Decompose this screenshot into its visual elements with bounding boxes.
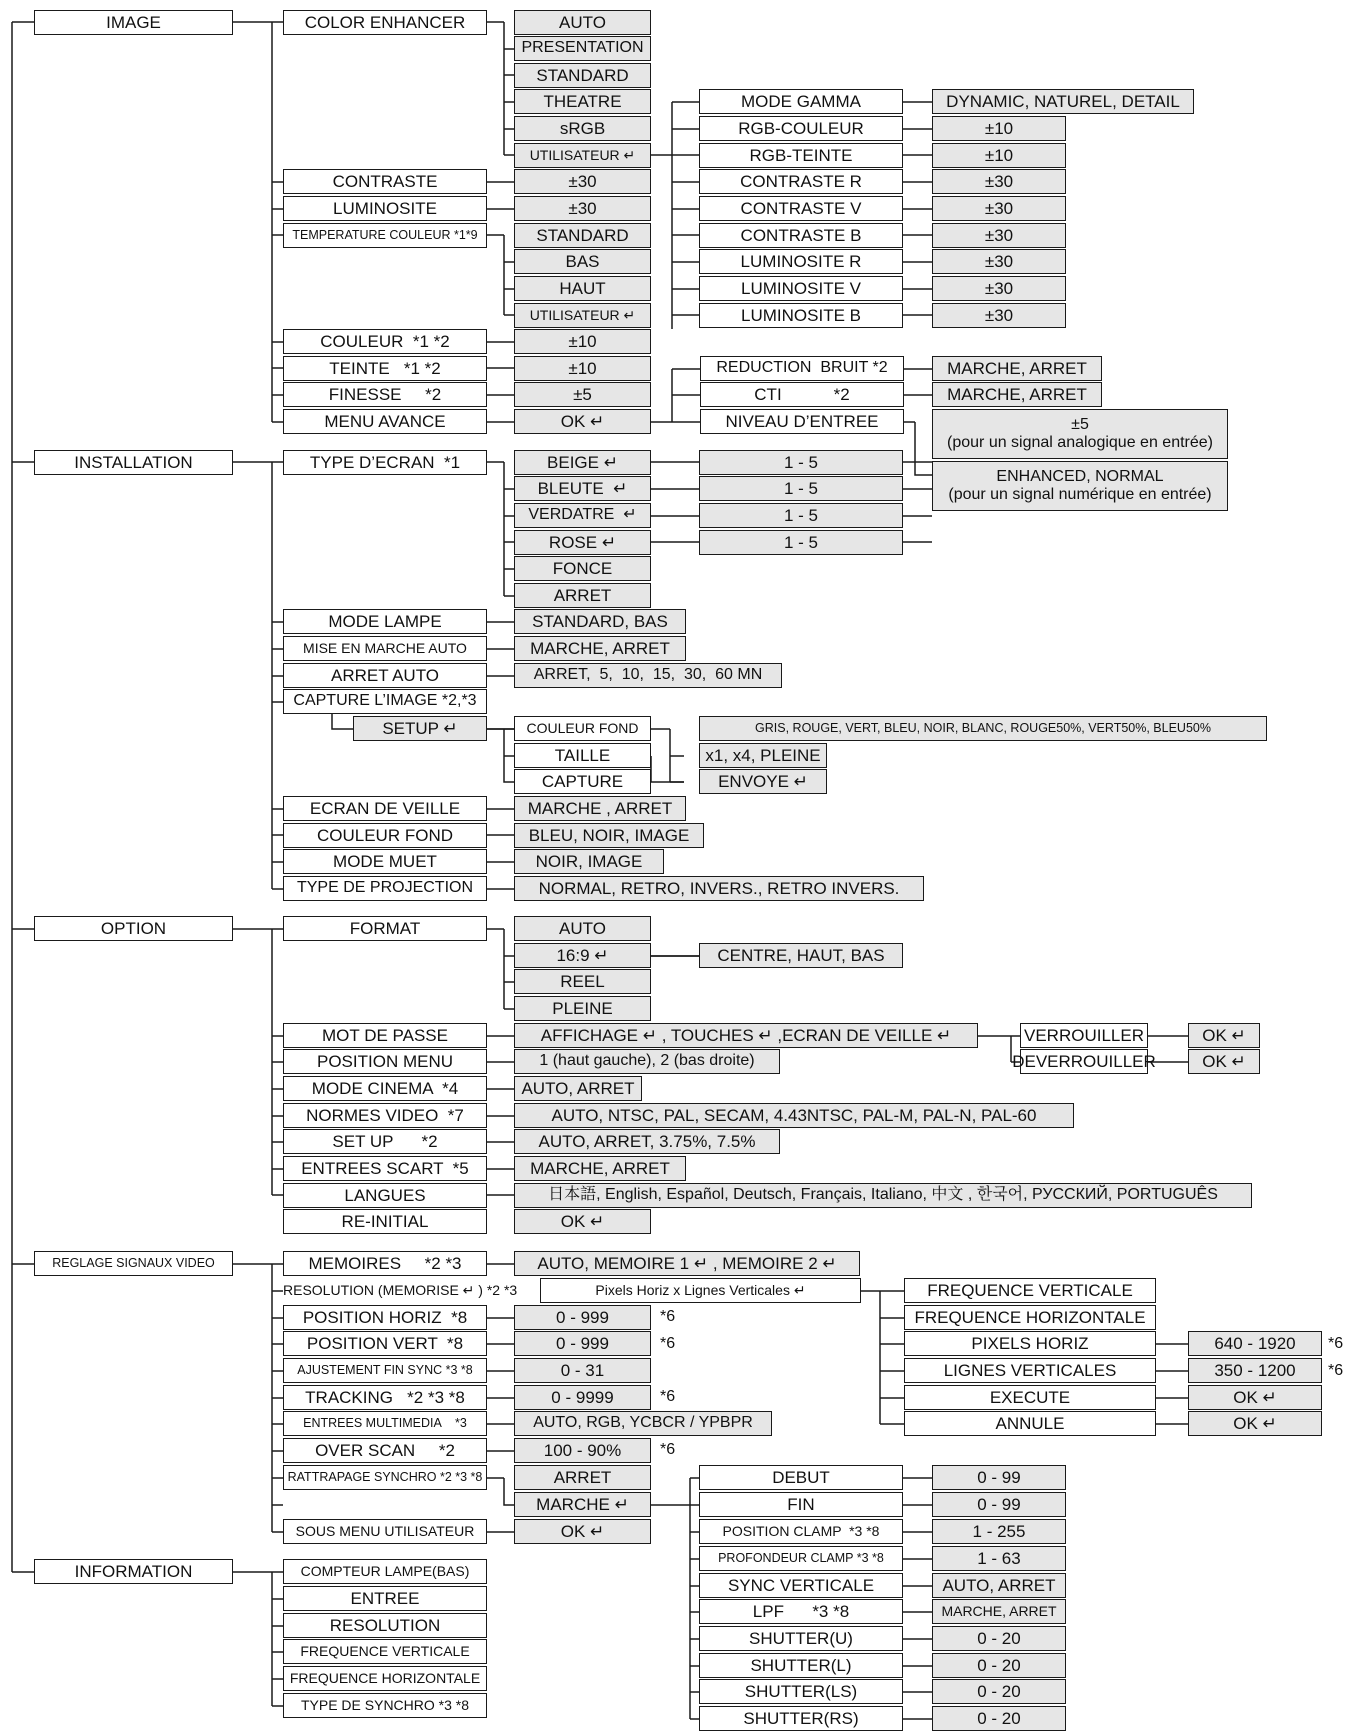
value-reduction-bruit[interactable]: MARCHE, ARRET [932, 356, 1102, 381]
menu-normes-video[interactable]: NORMES VIDEO *7 [283, 1103, 487, 1128]
value-contraste[interactable]: ±30 [514, 169, 651, 194]
option-bleute[interactable]: BLEUTE ↵ [514, 476, 651, 501]
info-entree: ENTREE [283, 1586, 487, 1611]
menu-rattrapage-synchro[interactable]: RATTRAPAGE SYNCHRO *2 *3 *8 [283, 1465, 487, 1490]
menu-contraste-b[interactable]: CONTRASTE B [699, 223, 903, 248]
value-arret-auto[interactable]: ARRET, 5, 10, 15, 30, 60 MN [514, 663, 782, 688]
value-luminosite-v[interactable]: ±30 [932, 276, 1066, 301]
value-set-up[interactable]: AUTO, ARRET, 3.75%, 7.5% [514, 1129, 780, 1154]
value-contraste-v[interactable]: ±30 [932, 196, 1066, 221]
footnote-6: *6 [660, 1335, 676, 1352]
menu-langues[interactable]: LANGUES [283, 1183, 487, 1208]
value-ajustement-fin-sync[interactable]: 0 - 31 [514, 1358, 651, 1383]
menu-frequence-horizontale[interactable]: FREQUENCE HORIZONTALE [904, 1305, 1156, 1330]
option-temp-bas[interactable]: BAS [514, 249, 651, 274]
value-cti[interactable]: MARCHE, ARRET [932, 382, 1102, 407]
value-entrees-scart[interactable]: MARCHE, ARRET [514, 1156, 686, 1181]
menu-contraste[interactable]: CONTRASTE [283, 169, 487, 194]
menu-pixels-horiz[interactable]: PIXELS HORIZ [904, 1331, 1156, 1356]
value-deverrouiller-ok[interactable]: OK ↵ [1188, 1049, 1260, 1074]
value-sous-menu-ok[interactable]: OK ↵ [514, 1519, 651, 1544]
value-rose[interactable]: 1 - 5 [699, 530, 903, 555]
menu-fin[interactable]: FIN [699, 1492, 903, 1517]
menu-execute[interactable]: EXECUTE [904, 1385, 1156, 1410]
menu-luminosite-b[interactable]: LUMINOSITE B [699, 303, 903, 328]
menu-mode-lampe[interactable]: MODE LAMPE [283, 609, 487, 634]
value-finesse[interactable]: ±5 [514, 382, 651, 407]
menu-memoires[interactable]: MEMOIRES *2 *3 [283, 1251, 487, 1276]
value-luminosite[interactable]: ±30 [514, 196, 651, 221]
value-couleur-fond[interactable]: BLEU, NOIR, IMAGE [514, 823, 704, 848]
option-auto[interactable]: AUTO [514, 10, 651, 35]
menu-set-up[interactable]: SET UP *2 [283, 1129, 487, 1154]
value-normes-video[interactable]: AUTO, NTSC, PAL, SECAM, 4.43NTSC, PAL-M, PAL-N, PAL-60 [514, 1103, 1074, 1128]
menu-verrouiller[interactable]: VERROUILLER [1020, 1023, 1148, 1048]
menu-ecran-veille[interactable]: ECRAN DE VEILLE [283, 796, 487, 821]
info-type-synchro: TYPE DE SYNCHRO *3 *8 [283, 1693, 487, 1718]
option-presentation[interactable]: PRESENTATION [514, 36, 651, 61]
menu-contraste-r[interactable]: CONTRASTE R [699, 169, 903, 194]
value-profondeur-clamp[interactable]: 1 - 63 [932, 1546, 1066, 1571]
menu-debut[interactable]: DEBUT [699, 1465, 903, 1490]
option-rose[interactable]: ROSE ↵ [514, 530, 651, 555]
option-format-reel[interactable]: REEL [514, 969, 651, 994]
value-shutter-rs[interactable]: 0 - 20 [932, 1706, 1066, 1731]
menu-rgb-teinte[interactable]: RGB-TEINTE [699, 143, 903, 168]
value-mode-cinema[interactable]: AUTO, ARRET [514, 1076, 642, 1101]
menu-shutter-ls[interactable]: SHUTTER(LS) [699, 1679, 903, 1704]
menu-niveau-entree[interactable]: NIVEAU D’ENTREE [700, 409, 904, 434]
menu-installation[interactable]: INSTALLATION [34, 450, 233, 475]
value-couleur[interactable]: ±10 [514, 329, 651, 354]
menu-tracking[interactable]: TRACKING *2 *3 *8 [283, 1385, 487, 1410]
menu-mot-de-passe[interactable]: MOT DE PASSE [283, 1023, 487, 1048]
menu-capture-image[interactable]: CAPTURE L’IMAGE *2,*3 [283, 689, 487, 714]
menu-shutter-rs[interactable]: SHUTTER(RS) [699, 1706, 903, 1731]
menu-lignes-verticales[interactable]: LIGNES VERTICALES [904, 1358, 1156, 1383]
menu-cti[interactable]: CTI *2 [700, 382, 904, 407]
value-langues[interactable]: 日本語, English, Español, Deutsch, Français, Italiano, 中文 , 한국어, РУССКИЙ, PORTUGUÊS [514, 1183, 1252, 1208]
menu-over-scan[interactable]: OVER SCAN *2 [283, 1438, 487, 1463]
value-shutter-u[interactable]: 0 - 20 [932, 1626, 1066, 1651]
info-frequence-verticale: FREQUENCE VERTICALE [283, 1639, 487, 1664]
option-temp-haut[interactable]: HAUT [514, 276, 651, 301]
menu-lpf[interactable]: LPF *3 *8 [699, 1599, 903, 1624]
value-shutter-l[interactable]: 0 - 20 [932, 1653, 1066, 1678]
info-frequence-horizontale: FREQUENCE HORIZONTALE [283, 1666, 487, 1691]
value-fin[interactable]: 0 - 99 [932, 1492, 1066, 1517]
value-envoye[interactable]: ENVOYE ↵ [699, 769, 827, 794]
menu-rgb-couleur[interactable]: RGB-COULEUR [699, 116, 903, 141]
option-utilisateur[interactable]: UTILISATEUR ↵ [514, 143, 651, 168]
value-annule-ok[interactable]: OK ↵ [1188, 1411, 1322, 1436]
menu-sous-menu-utilisateur[interactable]: SOUS MENU UTILISATEUR [283, 1519, 487, 1544]
menu-shutter-l[interactable]: SHUTTER(L) [699, 1653, 903, 1678]
value-position-menu[interactable]: 1 (haut gauche), 2 (bas droite) [514, 1049, 780, 1074]
menu-reglage-signaux-video[interactable]: REGLAGE SIGNAUX VIDEO [34, 1251, 233, 1276]
menu-entrees-multimedia[interactable]: ENTREES MULTIMEDIA *3 [283, 1411, 487, 1436]
option-temp-standard[interactable]: STANDARD [514, 223, 651, 248]
menu-finesse[interactable]: FINESSE *2 [283, 382, 487, 407]
menu-arret-auto[interactable]: ARRET AUTO [283, 663, 487, 688]
value-shutter-ls[interactable]: 0 - 20 [932, 1679, 1066, 1704]
value-contraste-r[interactable]: ±30 [932, 169, 1066, 194]
value-memoires[interactable]: AUTO, MEMOIRE 1 ↵ , MEMOIRE 2 ↵ [514, 1251, 860, 1276]
menu-entrees-scart[interactable]: ENTREES SCART *5 [283, 1156, 487, 1181]
menu-frequence-verticale[interactable]: FREQUENCE VERTICALE [904, 1278, 1156, 1303]
value-mot-de-passe[interactable]: AFFICHAGE ↵ , TOUCHES ↵ ,ECRAN DE VEILLE ↵ [514, 1023, 978, 1048]
menu-capture[interactable]: CAPTURE [514, 769, 651, 794]
menu-setup[interactable]: SETUP ↵ [353, 716, 487, 741]
menu-mode-gamma[interactable]: MODE GAMMA [699, 89, 903, 114]
menu-position-vert[interactable]: POSITION VERT *8 [283, 1331, 487, 1356]
value-beige[interactable]: 1 - 5 [699, 450, 903, 475]
info-resolution: RESOLUTION [283, 1613, 487, 1638]
value-position-horiz[interactable]: 0 - 999 [514, 1305, 651, 1330]
value-teinte[interactable]: ±10 [514, 356, 651, 381]
menu-information[interactable]: INFORMATION [34, 1559, 233, 1584]
option-format-169[interactable]: 16:9 ↵ [514, 943, 651, 968]
option-rattrapage-marche[interactable]: MARCHE ↵ [514, 1492, 651, 1517]
value-menu-avance-ok[interactable]: OK ↵ [514, 409, 651, 434]
value-position-clamp[interactable]: 1 - 255 [932, 1519, 1066, 1544]
option-fonce[interactable]: FONCE [514, 556, 651, 581]
value-lignes-verticales[interactable]: 350 - 1200 [1188, 1358, 1322, 1383]
menu-shutter-u[interactable]: SHUTTER(U) [699, 1626, 903, 1651]
menu-luminosite[interactable]: LUMINOSITE [283, 196, 487, 221]
footnote-6: *6 [1328, 1362, 1344, 1379]
value-pixels-horiz[interactable]: 640 - 1920 [1188, 1331, 1322, 1356]
option-theatre[interactable]: THEATRE [514, 89, 651, 114]
value-pixels-lignes[interactable]: Pixels Horiz x Lignes Verticales ↵ [540, 1278, 861, 1303]
value-lpf[interactable]: MARCHE, ARRET [932, 1599, 1066, 1624]
value-rgb-teinte[interactable]: ±10 [932, 143, 1066, 168]
menu-image[interactable]: IMAGE [34, 10, 233, 35]
footnote-6: *6 [1328, 1335, 1344, 1352]
value-mise-en-marche-auto[interactable]: MARCHE, ARRET [514, 636, 686, 661]
menu-mode-cinema[interactable]: MODE CINEMA *4 [283, 1076, 487, 1101]
footnote-6: *6 [660, 1388, 676, 1405]
footnote-6: *6 [660, 1441, 676, 1458]
menu-mise-en-marche-auto[interactable]: MISE EN MARCHE AUTO [283, 636, 487, 661]
value-mode-lampe[interactable]: STANDARD, BAS [514, 609, 686, 634]
option-rattrapage-arret[interactable]: ARRET [514, 1465, 651, 1490]
value-luminosite-b[interactable]: ±30 [932, 303, 1066, 328]
value-entrees-multimedia[interactable]: AUTO, RGB, YCBCR / YPBPR [514, 1411, 772, 1436]
value-couleur-fond-capture[interactable]: GRIS, ROUGE, VERT, BLEU, NOIR, BLANC, ROUGE50%, VERT50%, BLEU50% [699, 716, 1267, 741]
option-beige[interactable]: BEIGE ↵ [514, 450, 651, 475]
option-arret[interactable]: ARRET [514, 583, 651, 608]
menu-position-horiz[interactable]: POSITION HORIZ *8 [283, 1305, 487, 1330]
value-bleute[interactable]: 1 - 5 [699, 476, 903, 501]
menu-reduction-bruit[interactable]: REDUCTION BRUIT *2 [700, 356, 904, 381]
menu-luminosite-r[interactable]: LUMINOSITE R [699, 249, 903, 274]
menu-type-ecran[interactable]: TYPE D’ECRAN *1 [283, 450, 487, 475]
menu-ajustement-fin-sync[interactable]: AJUSTEMENT FIN SYNC *3 *8 [283, 1358, 487, 1383]
value-contraste-b[interactable]: ±30 [932, 223, 1066, 248]
option-verdatre[interactable]: VERDATRE ↵ [514, 503, 651, 528]
menu-teinte[interactable]: TEINTE *1 *2 [283, 356, 487, 381]
value-sync-verticale[interactable]: AUTO, ARRET [932, 1573, 1066, 1598]
value-taille[interactable]: x1, x4, PLEINE [699, 743, 827, 768]
menu-mode-muet[interactable]: MODE MUET [283, 849, 487, 874]
value-niveau-numerique[interactable]: ENHANCED, NORMAL (pour un signal numérique en entrée) [932, 461, 1228, 511]
value-position-vert[interactable]: 0 - 999 [514, 1331, 651, 1356]
menu-profondeur-clamp[interactable]: PROFONDEUR CLAMP *3 *8 [699, 1546, 903, 1571]
menu-couleur[interactable]: COULEUR *1 *2 [283, 329, 487, 354]
value-over-scan[interactable]: 100 - 90% [514, 1438, 651, 1463]
menu-temperature-couleur[interactable]: TEMPERATURE COULEUR *1*9 [283, 223, 487, 248]
option-srgb[interactable]: sRGB [514, 116, 651, 141]
menu-contraste-v[interactable]: CONTRASTE V [699, 196, 903, 221]
footnote-6: *6 [660, 1308, 676, 1325]
value-luminosite-r[interactable]: ±30 [932, 249, 1066, 274]
menu-type-projection[interactable]: TYPE DE PROJECTION [283, 876, 487, 901]
option-standard[interactable]: STANDARD [514, 63, 651, 88]
menu-resolution-memorise[interactable]: RESOLUTION (MEMORISE ↵ ) *2 *3 [283, 1278, 540, 1303]
menu-sync-verticale[interactable]: SYNC VERTICALE [699, 1573, 903, 1598]
value-verdatre[interactable]: 1 - 5 [699, 503, 903, 528]
menu-option[interactable]: OPTION [34, 916, 233, 941]
menu-re-initial[interactable]: RE-INITIAL [283, 1209, 487, 1234]
menu-color-enhancer[interactable]: COLOR ENHANCER [283, 10, 487, 35]
option-temp-utilisateur[interactable]: UTILISATEUR ↵ [514, 303, 651, 328]
value-mode-muet[interactable]: NOIR, IMAGE [514, 849, 664, 874]
option-format-auto[interactable]: AUTO [514, 916, 651, 941]
value-tracking[interactable]: 0 - 9999 [514, 1385, 651, 1410]
menu-couleur-fond-capture[interactable]: COULEUR FOND [514, 716, 651, 741]
value-niveau-analogique[interactable]: ±5 (pour un signal analogique en entrée) [932, 409, 1228, 459]
value-re-initial-ok[interactable]: OK ↵ [514, 1209, 651, 1234]
value-type-projection[interactable]: NORMAL, RETRO, INVERS., RETRO INVERS. [514, 876, 924, 901]
menu-luminosite-v[interactable]: LUMINOSITE V [699, 276, 903, 301]
menu-deverrouiller[interactable]: DEVERROUILLER [1020, 1049, 1148, 1074]
menu-menu-avance[interactable]: MENU AVANCE [283, 409, 487, 434]
value-execute-ok[interactable]: OK ↵ [1188, 1385, 1322, 1410]
info-compteur-lampe: COMPTEUR LAMPE(BAS) [283, 1559, 487, 1584]
menu-position-clamp[interactable]: POSITION CLAMP *3 *8 [699, 1519, 903, 1544]
value-rgb-couleur[interactable]: ±10 [932, 116, 1066, 141]
value-mode-gamma[interactable]: DYNAMIC, NATUREL, DETAIL [932, 89, 1194, 114]
value-format-169[interactable]: CENTRE, HAUT, BAS [699, 943, 903, 968]
menu-format[interactable]: FORMAT [283, 916, 487, 941]
menu-couleur-fond[interactable]: COULEUR FOND [283, 823, 487, 848]
option-format-pleine[interactable]: PLEINE [514, 996, 651, 1021]
menu-taille[interactable]: TAILLE [514, 743, 651, 768]
value-debut[interactable]: 0 - 99 [932, 1465, 1066, 1490]
menu-annule[interactable]: ANNULE [904, 1411, 1156, 1436]
menu-position-menu[interactable]: POSITION MENU [283, 1049, 487, 1074]
value-verrouiller-ok[interactable]: OK ↵ [1188, 1023, 1260, 1048]
value-ecran-veille[interactable]: MARCHE , ARRET [514, 796, 686, 821]
